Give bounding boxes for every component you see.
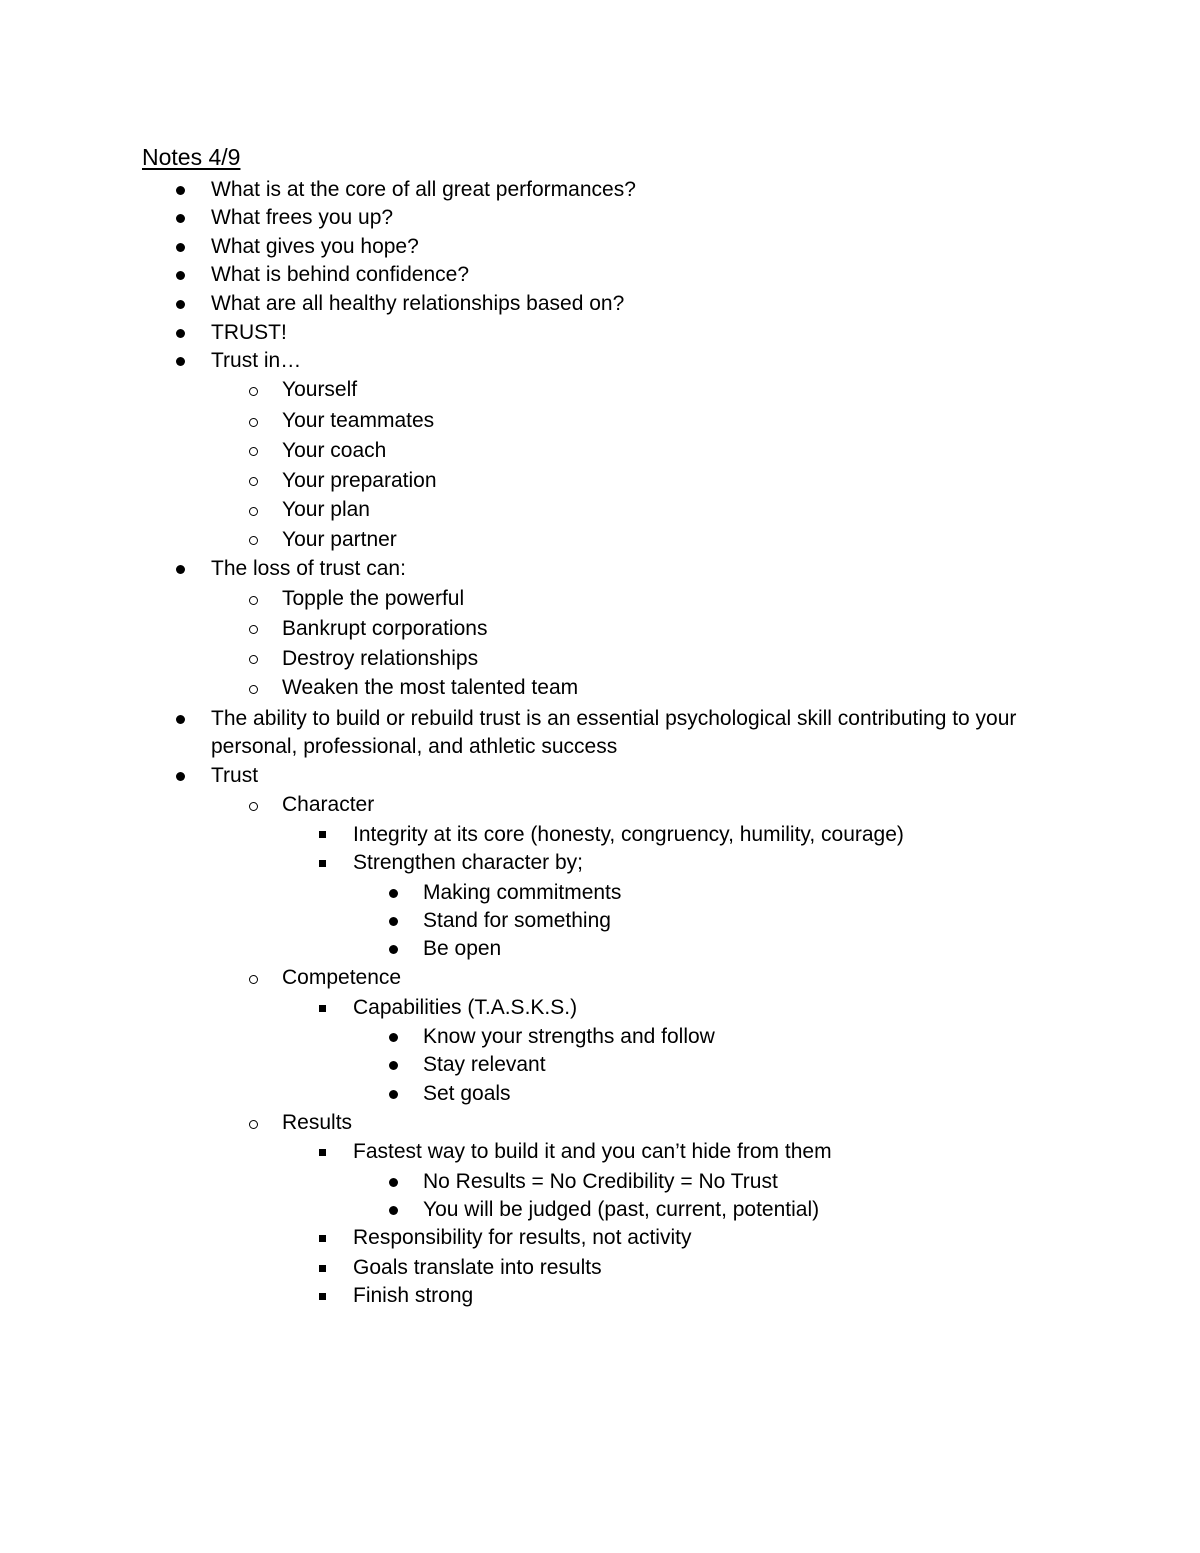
bullet-disc-icon [389,917,398,926]
bullet-disc-icon [389,1061,398,1070]
bullet-disc-icon [389,889,398,898]
list-item: Your preparation [282,469,437,492]
bullet-disc-icon [389,945,398,954]
bullet-square-icon [319,831,326,838]
list-item: Destroy relationships [282,647,479,670]
list-item: Set goals [423,1082,511,1105]
bullet-disc-icon [176,186,185,195]
list-item: What is at the core of all great performances? [211,178,636,201]
bullet-circle-icon [249,625,258,634]
bullet-square-icon [319,1265,326,1272]
list-item: Capabilities (T.A.S.K.S.) [353,996,578,1019]
bullet-circle-icon [249,418,258,427]
bullet-circle-icon [249,387,258,396]
list-item: Strengthen character by; [353,851,583,874]
bullet-circle-icon [249,802,258,811]
bullet-disc-icon [176,329,185,338]
bullet-circle-icon [249,685,258,694]
bullet-disc-icon [176,300,185,309]
list-item: The loss of trust can: [211,557,406,580]
bullet-circle-icon [249,975,258,984]
list-item: Character [282,793,375,816]
list-item: Stand for something [423,909,611,932]
bullet-square-icon [319,1149,326,1156]
list-item: What are all healthy relationships based on? [211,292,625,315]
bullet-disc-icon [176,357,185,366]
list-item: What frees you up? [211,206,394,229]
bullet-square-icon [319,860,326,867]
bullet-square-icon [319,1005,326,1012]
bullet-disc-icon [176,214,185,223]
list-item: Finish strong [353,1284,474,1307]
list-item: Results [282,1111,353,1134]
list-item: The ability to build or rebuild trust is an essential psychological skill contributing to your [211,707,1017,730]
bullet-disc-icon [176,565,185,574]
list-item: Your coach [282,439,387,462]
list-item: Your plan [282,498,370,521]
bullet-circle-icon [249,536,258,545]
bullet-disc-icon [389,1206,398,1215]
list-item: Your teammates [282,409,435,432]
page-title: Notes 4/9 [142,144,241,170]
list-item: Integrity at its core (honesty, congruency, humility, courage) [353,823,904,846]
list-item: What is behind confidence? [211,263,469,286]
list-item: Weaken the most talented team [282,676,579,699]
list-item: Competence [282,966,402,989]
bullet-circle-icon [249,596,258,605]
bullet-circle-icon [249,507,258,516]
bullet-circle-icon [249,447,258,456]
bullet-square-icon [319,1293,326,1300]
bullet-disc-icon [176,271,185,280]
bullet-disc-icon [176,243,185,252]
list-item: What gives you hope? [211,235,419,258]
bullet-circle-icon [249,655,258,664]
bullet-circle-icon [249,477,258,486]
list-item: Stay relevant [423,1053,546,1076]
list-item: Fastest way to build it and you can’t hide from them [353,1140,832,1163]
bullet-disc-icon [389,1033,398,1042]
list-item: Making commitments [423,881,622,904]
bullet-disc-icon [176,715,185,724]
list-item: You will be judged (past, current, potential) [423,1198,820,1221]
list-item: Topple the powerful [282,587,465,610]
list-item: Be open [423,937,502,960]
list-item: TRUST! [211,321,287,344]
bullet-circle-icon [249,1120,258,1129]
list-item: Trust in… [211,349,302,372]
bullet-disc-icon [389,1090,398,1099]
bullet-disc-icon [176,772,185,781]
list-item: No Results = No Credibility = No Trust [423,1170,778,1193]
list-item: Responsibility for results, not activity [353,1226,692,1249]
bullet-square-icon [319,1235,326,1242]
list-item-continuation: personal, professional, and athletic success [211,735,618,758]
list-item: Your partner [282,528,397,551]
list-item: Yourself [282,378,358,401]
bullet-disc-icon [389,1178,398,1187]
list-item: Goals translate into results [353,1256,602,1279]
list-item: Know your strengths and follow [423,1025,715,1048]
list-item: Bankrupt corporations [282,617,488,640]
list-item: Trust [211,764,259,787]
